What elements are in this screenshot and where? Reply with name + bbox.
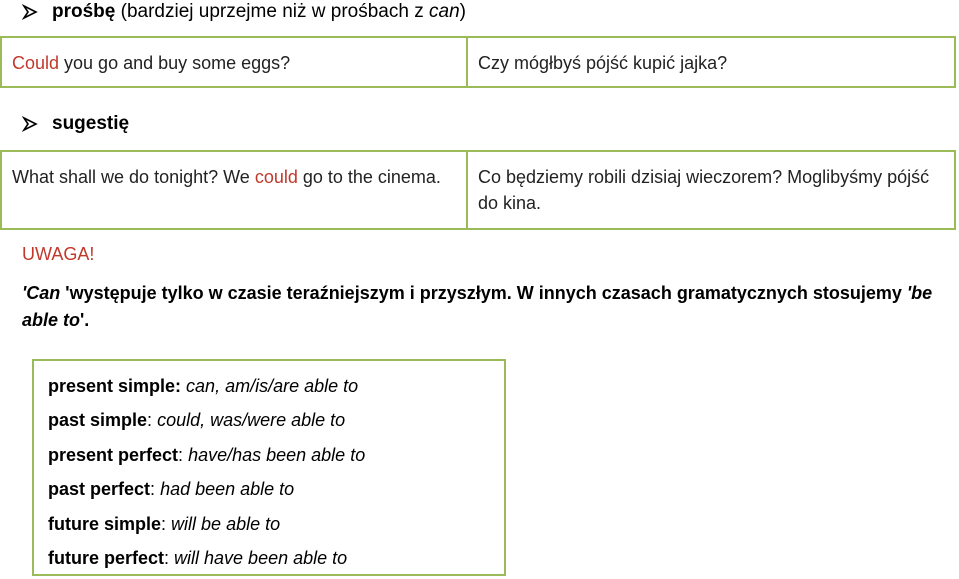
tense-forms: will have been able to (174, 547, 348, 568)
bullet-suggestion (22, 110, 129, 138)
tense-line (48, 373, 504, 407)
modal-could: could (254, 167, 298, 187)
tense-line: future simple: will be able to (48, 513, 281, 534)
tense-label: present perfect (48, 444, 179, 465)
suggestion-example-en (2, 152, 468, 228)
suggestion-example-row (0, 150, 956, 230)
suggestion-example-pl: Co będziemy robili dzisiaj wieczorem? Moglibyśmy pójść do kina. (478, 167, 930, 213)
request-note-word: can (429, 1, 460, 22)
warning-text (22, 280, 958, 334)
tense-label: past perfect (48, 479, 151, 500)
request-example-row (0, 36, 956, 88)
tense-label: past simple (48, 410, 148, 431)
tense-label: future perfect (48, 547, 165, 568)
tense-line: future perfect: will have been able to (48, 547, 348, 568)
request-example-pl: Czy mógłbyś pójść kupić jajka? (478, 53, 728, 73)
modal-could: Could (12, 53, 60, 73)
tense-forms-box (32, 359, 506, 576)
tense-forms: could, was/were able to (157, 410, 346, 431)
request-heading (52, 1, 466, 23)
tense-forms: had been able to (160, 479, 295, 500)
tense-label: present simple: (48, 376, 182, 396)
warning-text-middle: 'występuje tylko w czasie teraźniejszym i przyszłym. W innych czasach gramatycznych stosujemy (60, 283, 907, 303)
warning-text-end: '. (80, 310, 90, 330)
tense-forms: can, am/is/are able to (181, 376, 359, 396)
request-example-en (2, 38, 468, 86)
warning-title: UWAGA! (22, 244, 95, 264)
tense-label: future simple (48, 513, 162, 534)
tense-line: present perfect: have/has been able to (48, 444, 366, 465)
request-word: prośbę (52, 1, 116, 22)
warning-can-word: 'Can (22, 283, 61, 303)
tense-line: past perfect: had been able to (48, 479, 295, 500)
warning-be-able: 'be able to (22, 283, 933, 330)
request-note-prefix: (bardziej uprzejme niż w prośbach z (120, 1, 429, 22)
arrowhead-bullet-icon (22, 116, 38, 132)
arrowhead-bullet-icon (22, 4, 38, 20)
request-example-en-text: you go and buy some eggs? (59, 53, 291, 73)
request-note-suffix: ) (459, 1, 466, 22)
suggestion-word: sugestię (52, 113, 130, 134)
tense-line: past simple: could, was/were able to (48, 410, 346, 431)
bullet-request (22, 0, 466, 26)
tense-forms: will be able to (171, 513, 281, 534)
suggestion-en-before: What shall we do tonight? We (12, 167, 255, 187)
tense-forms: have/has been able to (188, 444, 366, 465)
suggestion-heading (52, 113, 129, 135)
suggestion-en-after: go to the cinema. (297, 167, 441, 187)
